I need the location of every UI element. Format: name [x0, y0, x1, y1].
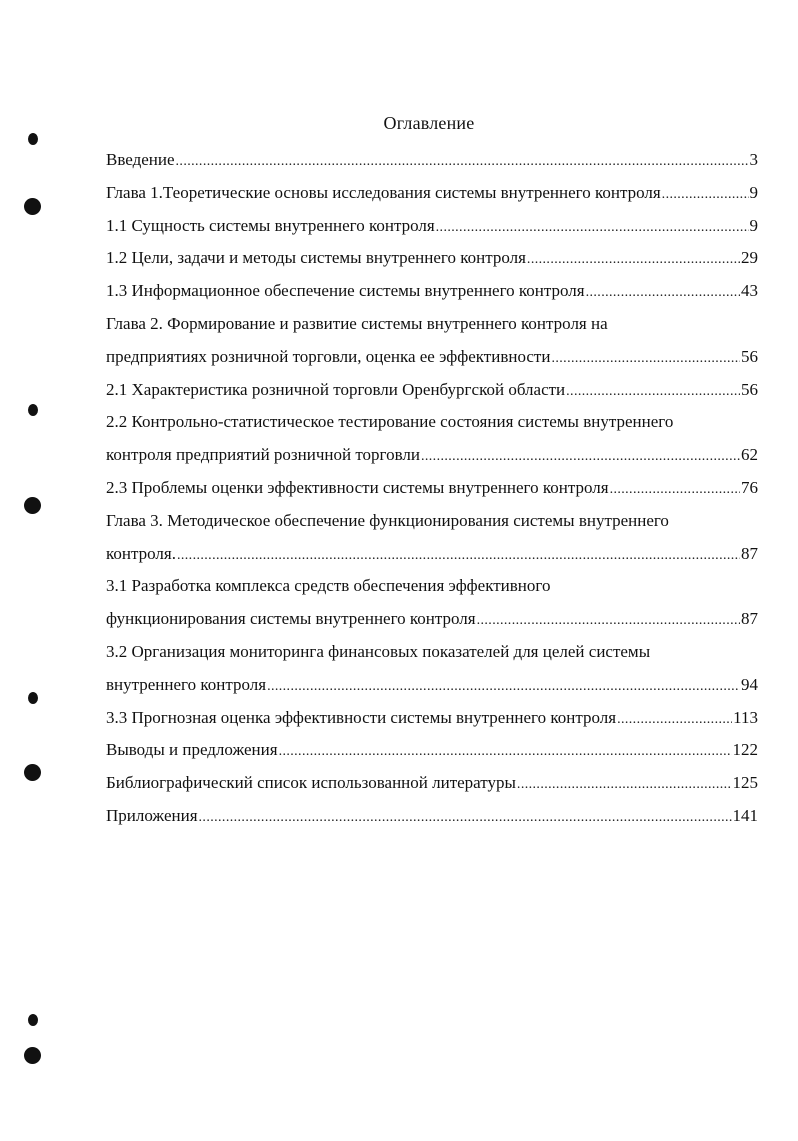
punch-hole	[28, 133, 38, 145]
toc-entry-text: контроля.	[106, 543, 176, 563]
toc-entry-page: 94	[741, 674, 758, 694]
toc-entry-page: 122	[732, 740, 758, 760]
toc-entry-page: 141	[732, 805, 758, 825]
toc-entry	[106, 702, 758, 735]
toc-entry	[106, 636, 758, 669]
toc-entry-page: 87	[741, 543, 758, 563]
dot-leader	[176, 146, 749, 179]
dot-leader	[421, 441, 740, 474]
toc-entry	[106, 210, 758, 243]
toc-entry-text: функционирования системы внутреннего контроля	[106, 609, 476, 629]
toc-entry-text: 1.3 Информационное обеспечение системы внутреннего контроля	[106, 281, 585, 301]
toc-entry-continuation	[106, 439, 758, 472]
toc-entry-page: 125	[732, 773, 758, 793]
toc-entry	[106, 472, 758, 505]
dot-leader	[527, 244, 740, 277]
dot-leader	[177, 540, 740, 573]
dot-leader	[267, 671, 740, 704]
toc-entry	[106, 275, 758, 308]
toc-entry-text: Библиографический список использованной литературы	[106, 773, 516, 793]
dot-leader	[662, 179, 749, 212]
toc-entry-continuation	[106, 538, 758, 571]
toc-entry-page: 29	[741, 248, 758, 268]
page-title: Оглавление	[383, 113, 475, 133]
punch-hole	[28, 692, 38, 704]
dot-leader	[566, 376, 740, 409]
toc-entry-page: 43	[741, 281, 758, 301]
toc-entry-text: Глава 3. Методическое обеспечение функционирования системы внутреннего	[106, 510, 669, 530]
toc-entry-page: 62	[741, 445, 758, 465]
table-of-contents	[106, 144, 758, 833]
dot-leader	[517, 769, 732, 802]
toc-entry-text: 2.3 Проблемы оценки эффективности системы внутреннего контроля	[106, 477, 609, 497]
dot-leader	[617, 704, 732, 737]
dot-leader	[199, 802, 732, 835]
punch-hole	[24, 198, 41, 215]
punch-hole	[24, 1047, 41, 1064]
toc-entry	[106, 570, 758, 603]
toc-entry	[106, 505, 758, 538]
toc-entry	[106, 374, 758, 407]
toc-entry-page: 9	[749, 182, 758, 202]
toc-entry-text: предприятиях розничной торговли, оценка ее эффективности	[106, 346, 551, 366]
toc-entry	[106, 767, 758, 800]
toc-entry-text: Глава 1.Теоретические основы исследования системы внутреннего контроля	[106, 182, 661, 202]
toc-entry	[106, 177, 758, 210]
toc-entry-text: внутреннего контроля	[106, 674, 267, 694]
dot-leader	[610, 474, 740, 507]
toc-entry-page: 3	[749, 150, 758, 169]
punch-hole	[24, 764, 41, 781]
toc-entry-text: 1.2 Цели, задачи и методы системы внутреннего контроля	[106, 248, 526, 268]
dot-leader	[586, 277, 740, 310]
toc-entry-text: контроля предприятий розничной торговли	[106, 445, 420, 465]
toc-entry-continuation	[106, 669, 758, 702]
toc-entry	[106, 242, 758, 275]
toc-entry-text: 2.1 Характеристика розничной торговли Оренбургской области	[106, 379, 566, 399]
toc-entry-text: Приложения	[106, 805, 198, 825]
toc-entry-page: 76	[741, 477, 758, 497]
toc-entry	[106, 406, 758, 439]
toc-entry-text: 3.2 Организация мониторинга финансовых показателей для целей системы	[106, 641, 651, 661]
toc-entry-page: 9	[749, 215, 758, 235]
toc-entry-text: Выводы и предложения	[106, 740, 278, 760]
toc-entry-text: 2.2 Контрольно-статистическое тестирование состояния системы внутреннего	[106, 412, 674, 432]
dot-leader	[279, 736, 732, 769]
toc-entry-text: 3.1 Разработка комплекса средств обеспечения эффективного	[106, 576, 551, 596]
dot-leader	[477, 605, 740, 638]
toc-entry	[106, 308, 758, 341]
toc-entry-page: 56	[741, 346, 758, 366]
punch-hole	[28, 404, 38, 416]
toc-entry-continuation	[106, 603, 758, 636]
toc-entry	[106, 800, 758, 833]
toc-entry-page: 56	[741, 379, 758, 399]
toc-entry-page: 87	[741, 609, 758, 629]
punch-hole	[24, 497, 41, 514]
toc-entry-continuation	[106, 341, 758, 374]
dot-leader	[436, 212, 749, 245]
toc-entry	[106, 144, 758, 177]
toc-entry-text: Глава 2. Формирование и развитие системы внутреннего контроля на	[106, 313, 608, 333]
toc-entry-text: Введение	[106, 150, 175, 169]
punch-hole	[28, 1014, 38, 1026]
dot-leader	[551, 343, 740, 376]
toc-entry-text: 3.3 Прогнозная оценка эффективности системы внутреннего контроля	[106, 707, 617, 727]
toc-entry	[106, 734, 758, 767]
toc-entry-page: 113	[733, 707, 758, 727]
toc-entry-text: 1.1 Сущность системы внутреннего контроля	[106, 215, 435, 235]
